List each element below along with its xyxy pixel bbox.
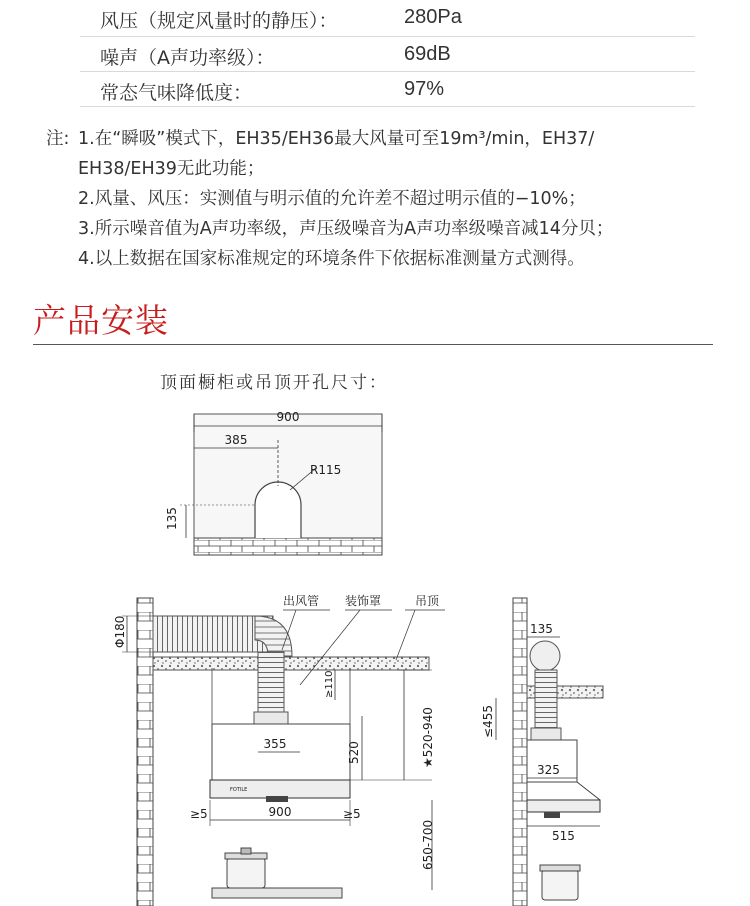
side-dim-325: 325	[537, 763, 560, 777]
hole-outline	[255, 482, 301, 538]
dim-900-front: 900	[268, 805, 292, 819]
front-view	[113, 593, 445, 906]
dim-520: 520	[347, 741, 361, 764]
note-line-2: 2.风量、风压：实测值与明示值的允许差不超过明示值的−10%；	[78, 189, 586, 209]
note-line-3: 3.所示噪音值为A声功率级，声压级噪音为A声功率级噪音减14分贝；	[78, 219, 614, 239]
spec-label: 常态气味降低度：	[100, 82, 253, 104]
brand-badge: FOTILE	[230, 787, 248, 793]
duct-vertical	[258, 652, 284, 714]
side-dim-515: 515	[552, 829, 575, 843]
dim-385: 385	[224, 433, 248, 447]
duct-valve	[254, 712, 288, 724]
side-duct	[535, 670, 557, 728]
note-line-4: 4.以上数据在国家标准规定的环境条件下依据标准测量方式测得。	[78, 249, 585, 269]
dim-min-right: ≥5	[343, 807, 361, 821]
dim-r115: R115	[310, 463, 342, 477]
dim-range2: 650-700	[421, 819, 435, 870]
label-duct: 出风管	[283, 594, 320, 608]
note-line-1-cont: EH38/EH39无此功能；	[78, 159, 265, 179]
dim-900-top: 900	[276, 410, 300, 424]
dim-phi180: Φ180	[113, 615, 127, 648]
side-duct-circle	[530, 641, 560, 671]
brick-strip	[194, 538, 382, 555]
dim-355: 355	[263, 737, 287, 751]
side-wall	[513, 598, 527, 906]
hood-light	[266, 796, 288, 802]
pot	[227, 858, 265, 888]
dim-range1: ★520-940	[421, 707, 435, 768]
label-ceiling: 吊顶	[415, 594, 440, 608]
side-dim-455: ≤455	[481, 705, 495, 738]
dim-135: 135	[165, 507, 179, 530]
spec-value: 280Pa	[404, 6, 462, 28]
spec-label: 噪声（A声功率级）：	[100, 47, 275, 69]
side-pot	[542, 870, 578, 900]
note-prefix: 注:	[46, 129, 70, 149]
label-cover: 装饰罩	[345, 594, 382, 608]
ceiling-band	[153, 657, 429, 670]
left-wall	[137, 598, 153, 906]
side-hood	[527, 800, 600, 812]
note-text: 1.在“瞬吸”模式下，EH35/EH36最大风量可至19m³/min，EH37/	[78, 129, 595, 149]
side-dim-135: 135	[530, 622, 553, 636]
dim-min-left: ≥5	[190, 807, 208, 821]
diagram-caption: 顶面橱柜或吊顶开孔尺寸：	[160, 373, 388, 393]
spec-value: 97%	[404, 78, 445, 100]
chimney-cover	[212, 724, 350, 782]
section-title: 产品安装	[33, 301, 169, 340]
stove-top	[212, 888, 342, 898]
side-view	[481, 598, 603, 906]
top-view	[165, 410, 382, 555]
spec-value: 69dB	[404, 43, 451, 65]
dim-gap: ≥110	[324, 670, 335, 698]
spec-label: 风压（规定风量时的静压）：	[100, 10, 338, 32]
